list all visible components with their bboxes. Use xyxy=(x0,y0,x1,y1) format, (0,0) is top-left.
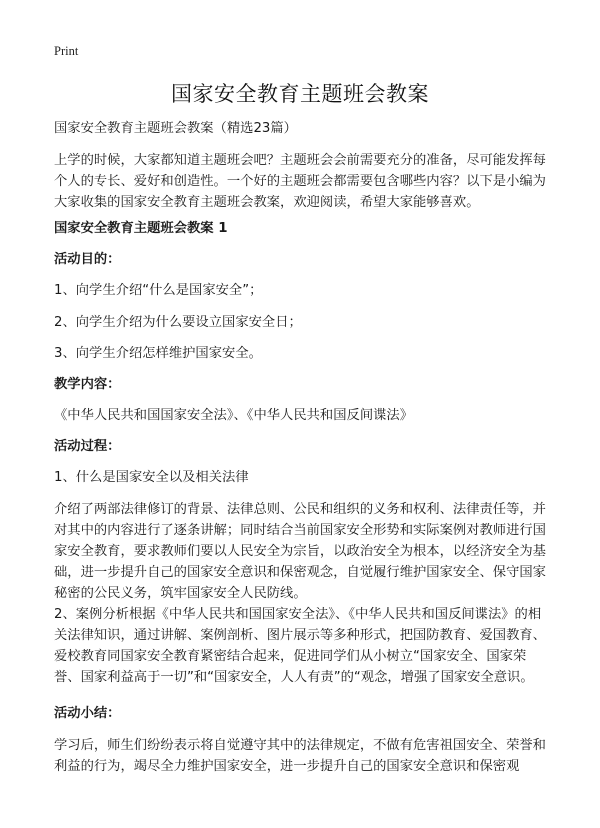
process-item-1: 1、什么是国家安全以及相关法律 xyxy=(54,470,249,485)
section-title: 国家安全教育主题班会教案 1 xyxy=(54,221,228,236)
intro-paragraph: 上学的时候，大家都知道主题班会吧？主题班会会前需要充分的准备，尽可能发挥每个人的专长、爱好和创造性。一个好的主题班会都需要包含哪些内容？以下是小编为大家收集的国家安全教育主题班会教案，欢迎阅读，希望大家能够喜欢。 xyxy=(54,153,546,210)
content-heading: 教学内容： xyxy=(54,377,121,392)
print-link[interactable]: Print xyxy=(54,44,79,58)
goal-item-1: 1、向学生介绍“什么是国家安全”； xyxy=(54,283,263,298)
process-heading: 活动过程： xyxy=(54,439,121,454)
goal-item-3: 3、向学生介绍怎样维护国家安全。 xyxy=(54,346,262,361)
page-title: 国家安全教育主题班会教案 xyxy=(171,82,429,106)
process-paragraph-2: 2、案例分析根据《中华人民共和国国家安全法》、《中华人民共和国反间谍法》的相关法律知识，通过讲解、案例剖析、图片展示等多种形式，把国防教育、爱国教育、爱校教育同国家安全教育紧密结合起来，促进同学们从小树立“国家安全、国家荣誉、国家利益高于一切”和“国家安全，人人有责”的“观念，增强了国家安全意识。 xyxy=(54,607,546,685)
goal-heading: 活动目的： xyxy=(54,252,121,267)
summary-heading: 活动小结： xyxy=(54,706,121,721)
content-text: 《中华人民共和国国家安全法》、《中华人民共和国反间谍法》 xyxy=(54,408,414,423)
process-paragraph-1: 介绍了两部法律修订的背景、法律总则、公民和组织的义务和权利、法律责任等，并对其中的内容进行了逐条讲解；同时结合当前国家安全形势和实际案例对教师进行国家安全教育，要求教师们要以人民安全为宗旨，以政治安全为根本，以经济安全为基础，进一步提升自己的国家安全意识和保密观念，自觉履行维护国家安全、保守国家秘密的公民义务，筑牢国家安全人民防线。 xyxy=(54,502,546,601)
summary-text: 学习后，师生们纷纷表示将自觉遵守其中的法律规定，不做有危害祖国安全、荣誉和利益的行为，竭尽全力维护国家安全，进一步提升自己的国家安全意识和保密观 xyxy=(54,738,546,774)
subtitle: 国家安全教育主题班会教案（精选23篇） xyxy=(54,121,297,136)
goal-item-2: 2、向学生介绍为什么要设立国家安全日； xyxy=(54,315,302,330)
